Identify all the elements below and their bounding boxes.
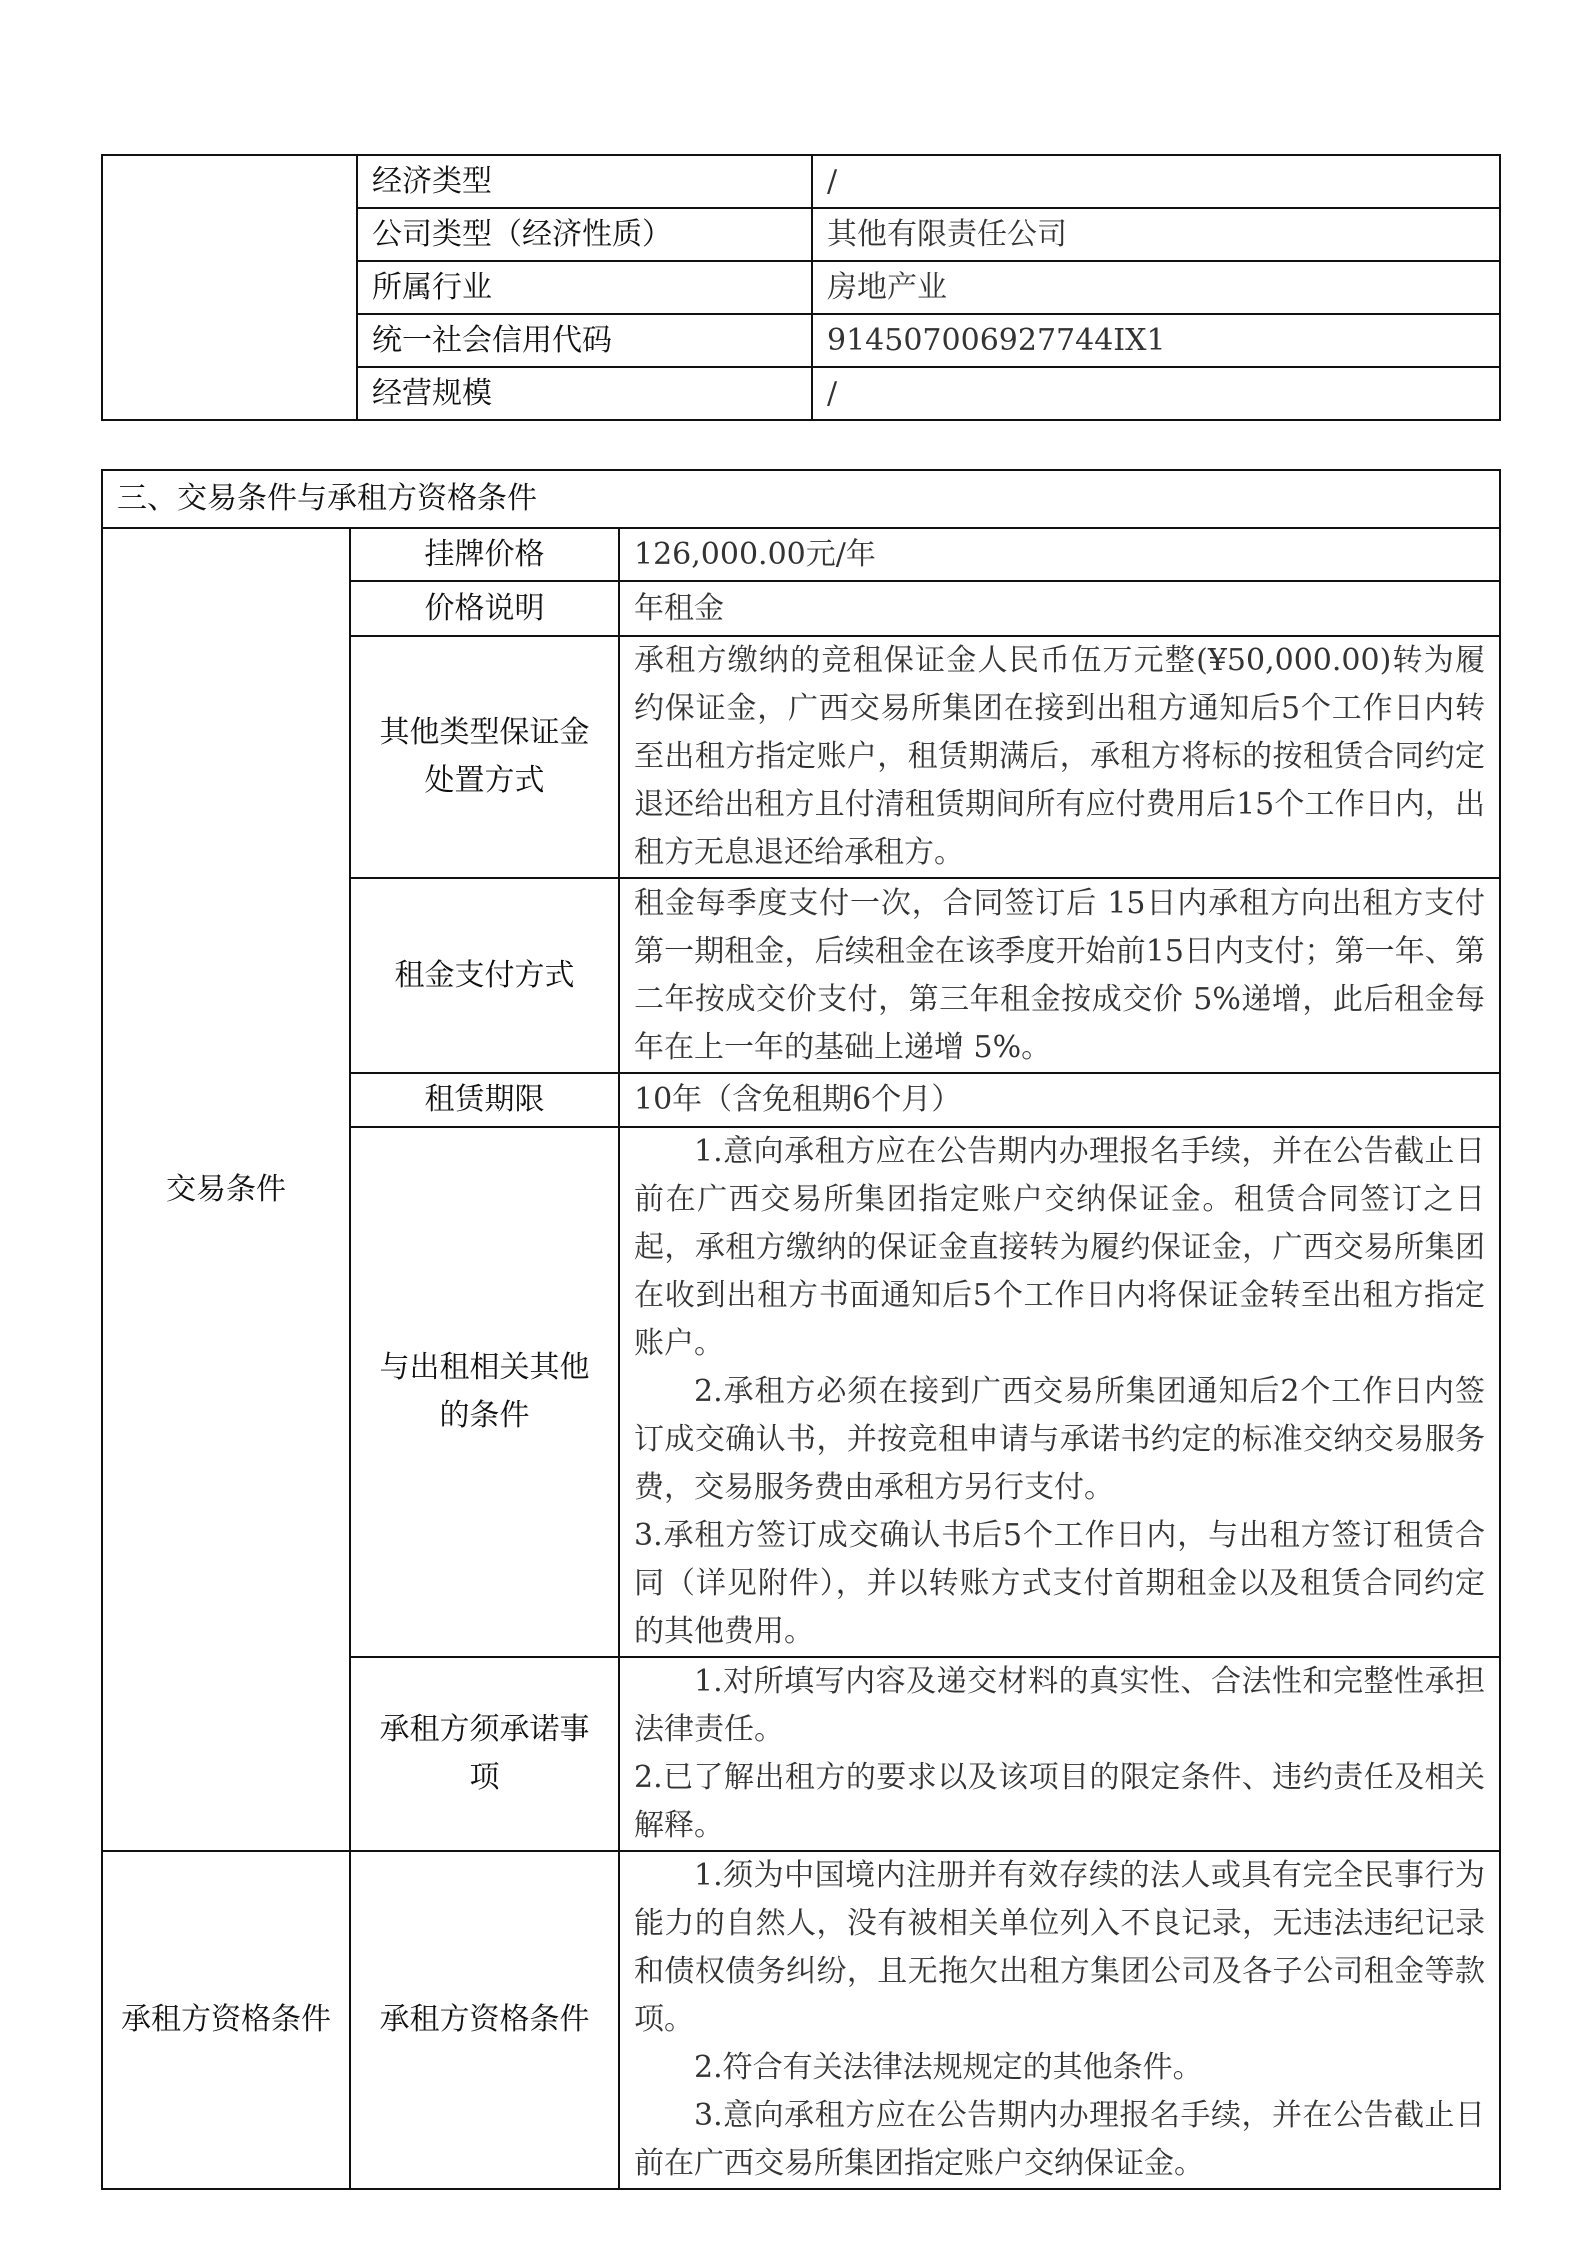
paragraph: 10年（含免租期6个月） [634,1082,962,1117]
condition-value [619,581,1500,636]
company-info-table [101,154,1501,421]
paragraph: 3.承租方签订成交确认书后5个工作日内，与出租方签订租赁合同（详见附件），并以转账方式支付首期租金以及租赁合同约定的其他费用。 [634,1518,1485,1649]
field-label: 经营规模 [357,367,812,420]
paragraph: 租金每季度支付一次，合同签订后 15日内承租方向出租方支付第一期租金，后续租金在该季度开始前15日内支付；第一年、第二年按成交价支付，第三年租金按成交价 5%递增，此后租金每年在上一年的基础上递增 5%。 [634,885,1485,1065]
paragraph: 承租方缴纳的竞租保证金人民币伍万元整(¥50,000.00)转为履约保证金，广西交易所集团在接到出租方通知后5个工作日内转至出租方指定账户，租赁期满后，承租方将标的按租赁合同约定退还给出租方且付清租赁期间所有应付费用后15个工作日内，出租方无息退还给承租方。 [634,643,1485,870]
condition-value [619,528,1500,581]
field-value: 914507006927744IX1 [812,314,1500,367]
condition-row [102,1851,1500,2189]
condition-row [102,528,1500,581]
field-label: 公司类型（经济性质） [357,208,812,261]
transaction-conditions-table [101,469,1501,2190]
paragraph: 年租金 [634,590,724,626]
field-value: 房地产业 [812,261,1500,314]
condition-value [619,1851,1500,2189]
paragraph: 1.须为中国境内注册并有效存续的法人或具有完全民事行为能力的自然人，没有被相关单位列入不良记录，无违法违纪记录和债权债务纠纷，且无拖欠出租方集团公司及各子公司租金等款项。 [634,1858,1485,2037]
condition-value [619,636,1500,878]
paragraph: 1.意向承租方应在公告期内办理报名手续，并在公告截止日前在广西交易所集团指定账户交纳保证金。租赁合同签订之日起，承租方缴纳的保证金直接转为履约保证金，广西交易所集团在收到出租方书面通知后5个工作日内将保证金转至出租方指定账户。 [634,1134,1485,1361]
condition-value [619,878,1500,1073]
condition-label: 挂牌价格 [350,528,619,581]
paragraph: 126,000.00元/年 [634,536,876,572]
group-label: 交易条件 [102,528,350,1851]
condition-label: 其他类型保证金处置方式 [350,636,619,878]
condition-value [619,1127,1500,1657]
condition-label: 承租方须承诺事项 [350,1657,619,1851]
field-value: 其他有限责任公司 [812,208,1500,261]
field-value: / [812,155,1500,208]
field-value: / [812,367,1500,420]
condition-label: 租赁期限 [350,1073,619,1127]
paragraph: 2.承租方必须在接到广西交易所集团通知后2个工作日内签订成交确认书，并按竞租申请与承诺书约定的标准交纳交易服务费，交易服务费由承租方另行支付。 [634,1374,1485,1505]
paragraph: 2.已了解出租方的要求以及该项目的限定条件、违约责任及相关解释。 [634,1760,1485,1843]
paragraph: 1.对所填写内容及递交材料的真实性、合法性和完整性承担法律责任。 [634,1664,1485,1747]
condition-label: 承租方资格条件 [350,1851,619,2189]
condition-value [619,1657,1500,1851]
paragraph: 2.符合有关法律法规规定的其他条件。 [694,2050,1203,2085]
field-label: 所属行业 [357,261,812,314]
group-label: 承租方资格条件 [102,1851,350,2189]
field-label: 统一社会信用代码 [357,314,812,367]
section-title: 三、交易条件与承租方资格条件 [102,470,1500,528]
company-row [102,155,1500,208]
condition-label: 价格说明 [350,581,619,636]
field-label: 经济类型 [357,155,812,208]
blank-cell [102,155,357,420]
condition-value [619,1073,1500,1127]
paragraph: 3.意向承租方应在公告期内办理报名手续，并在公告截止日前在广西交易所集团指定账户交纳保证金。 [634,2098,1485,2181]
condition-label: 租金支付方式 [350,878,619,1073]
condition-label: 与出租相关其他的条件 [350,1127,619,1657]
